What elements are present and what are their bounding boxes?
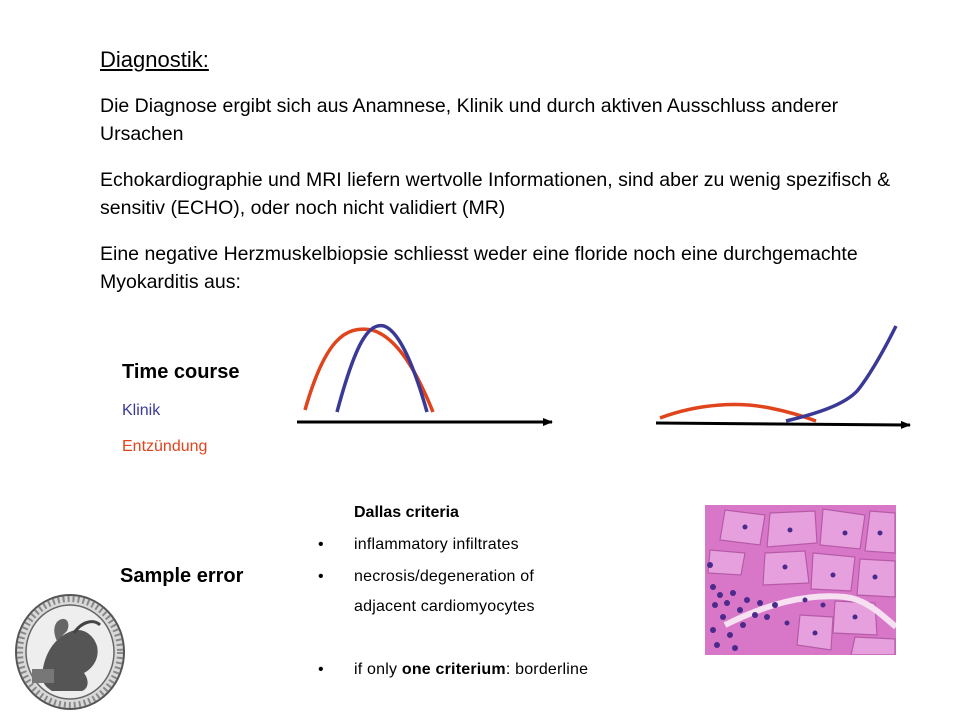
section-heading: Diagnostik: xyxy=(100,47,209,72)
dallas-criteria-title: Dallas criteria xyxy=(354,504,459,521)
criterion-necrosis: necrosis/degeneration of xyxy=(354,568,535,585)
legend-klinik: Klinik xyxy=(122,402,161,419)
university-seal-icon xyxy=(12,591,129,713)
borderline-bold: one criterium xyxy=(401,661,506,678)
paragraph-imaging: Echokardiographie und MRI liefern wertvolle Informationen, sind aber zu wenig spezifisch & sensitiv (ECHO), oder noch nicht validiert (MR) xyxy=(100,169,891,219)
borderline-prefix: if only xyxy=(354,661,402,678)
bullet-3: • xyxy=(318,661,324,678)
histology-image xyxy=(705,505,896,655)
right-time-axis xyxy=(656,423,910,425)
criterion-necrosis-cont: adjacent cardiomyocytes xyxy=(354,598,535,615)
paragraph-diagnosis: Die Diagnose ergibt sich aus Anamnese, Klinik und durch aktiven Ausschluss anderer Ursachen xyxy=(100,95,839,145)
criterion-borderline xyxy=(354,660,588,680)
legend-entzuendung: Entzündung xyxy=(122,438,208,455)
criterion-inflammatory: inflammatory infiltrates xyxy=(354,536,519,553)
time-course-label: Time course xyxy=(122,361,240,383)
bullet-1: • xyxy=(318,536,324,553)
borderline-suffix: : borderline xyxy=(505,661,589,678)
bullet-2: • xyxy=(318,568,324,585)
paragraph-biopsy: Eine negative Herzmuskelbiopsie schliesst weder eine floride noch eine durchgemachte Myokarditis aus: xyxy=(100,243,858,293)
left-klinik-curve xyxy=(337,326,427,412)
right-klinik-curve xyxy=(786,326,896,421)
sample-error-label: Sample error xyxy=(120,565,244,587)
